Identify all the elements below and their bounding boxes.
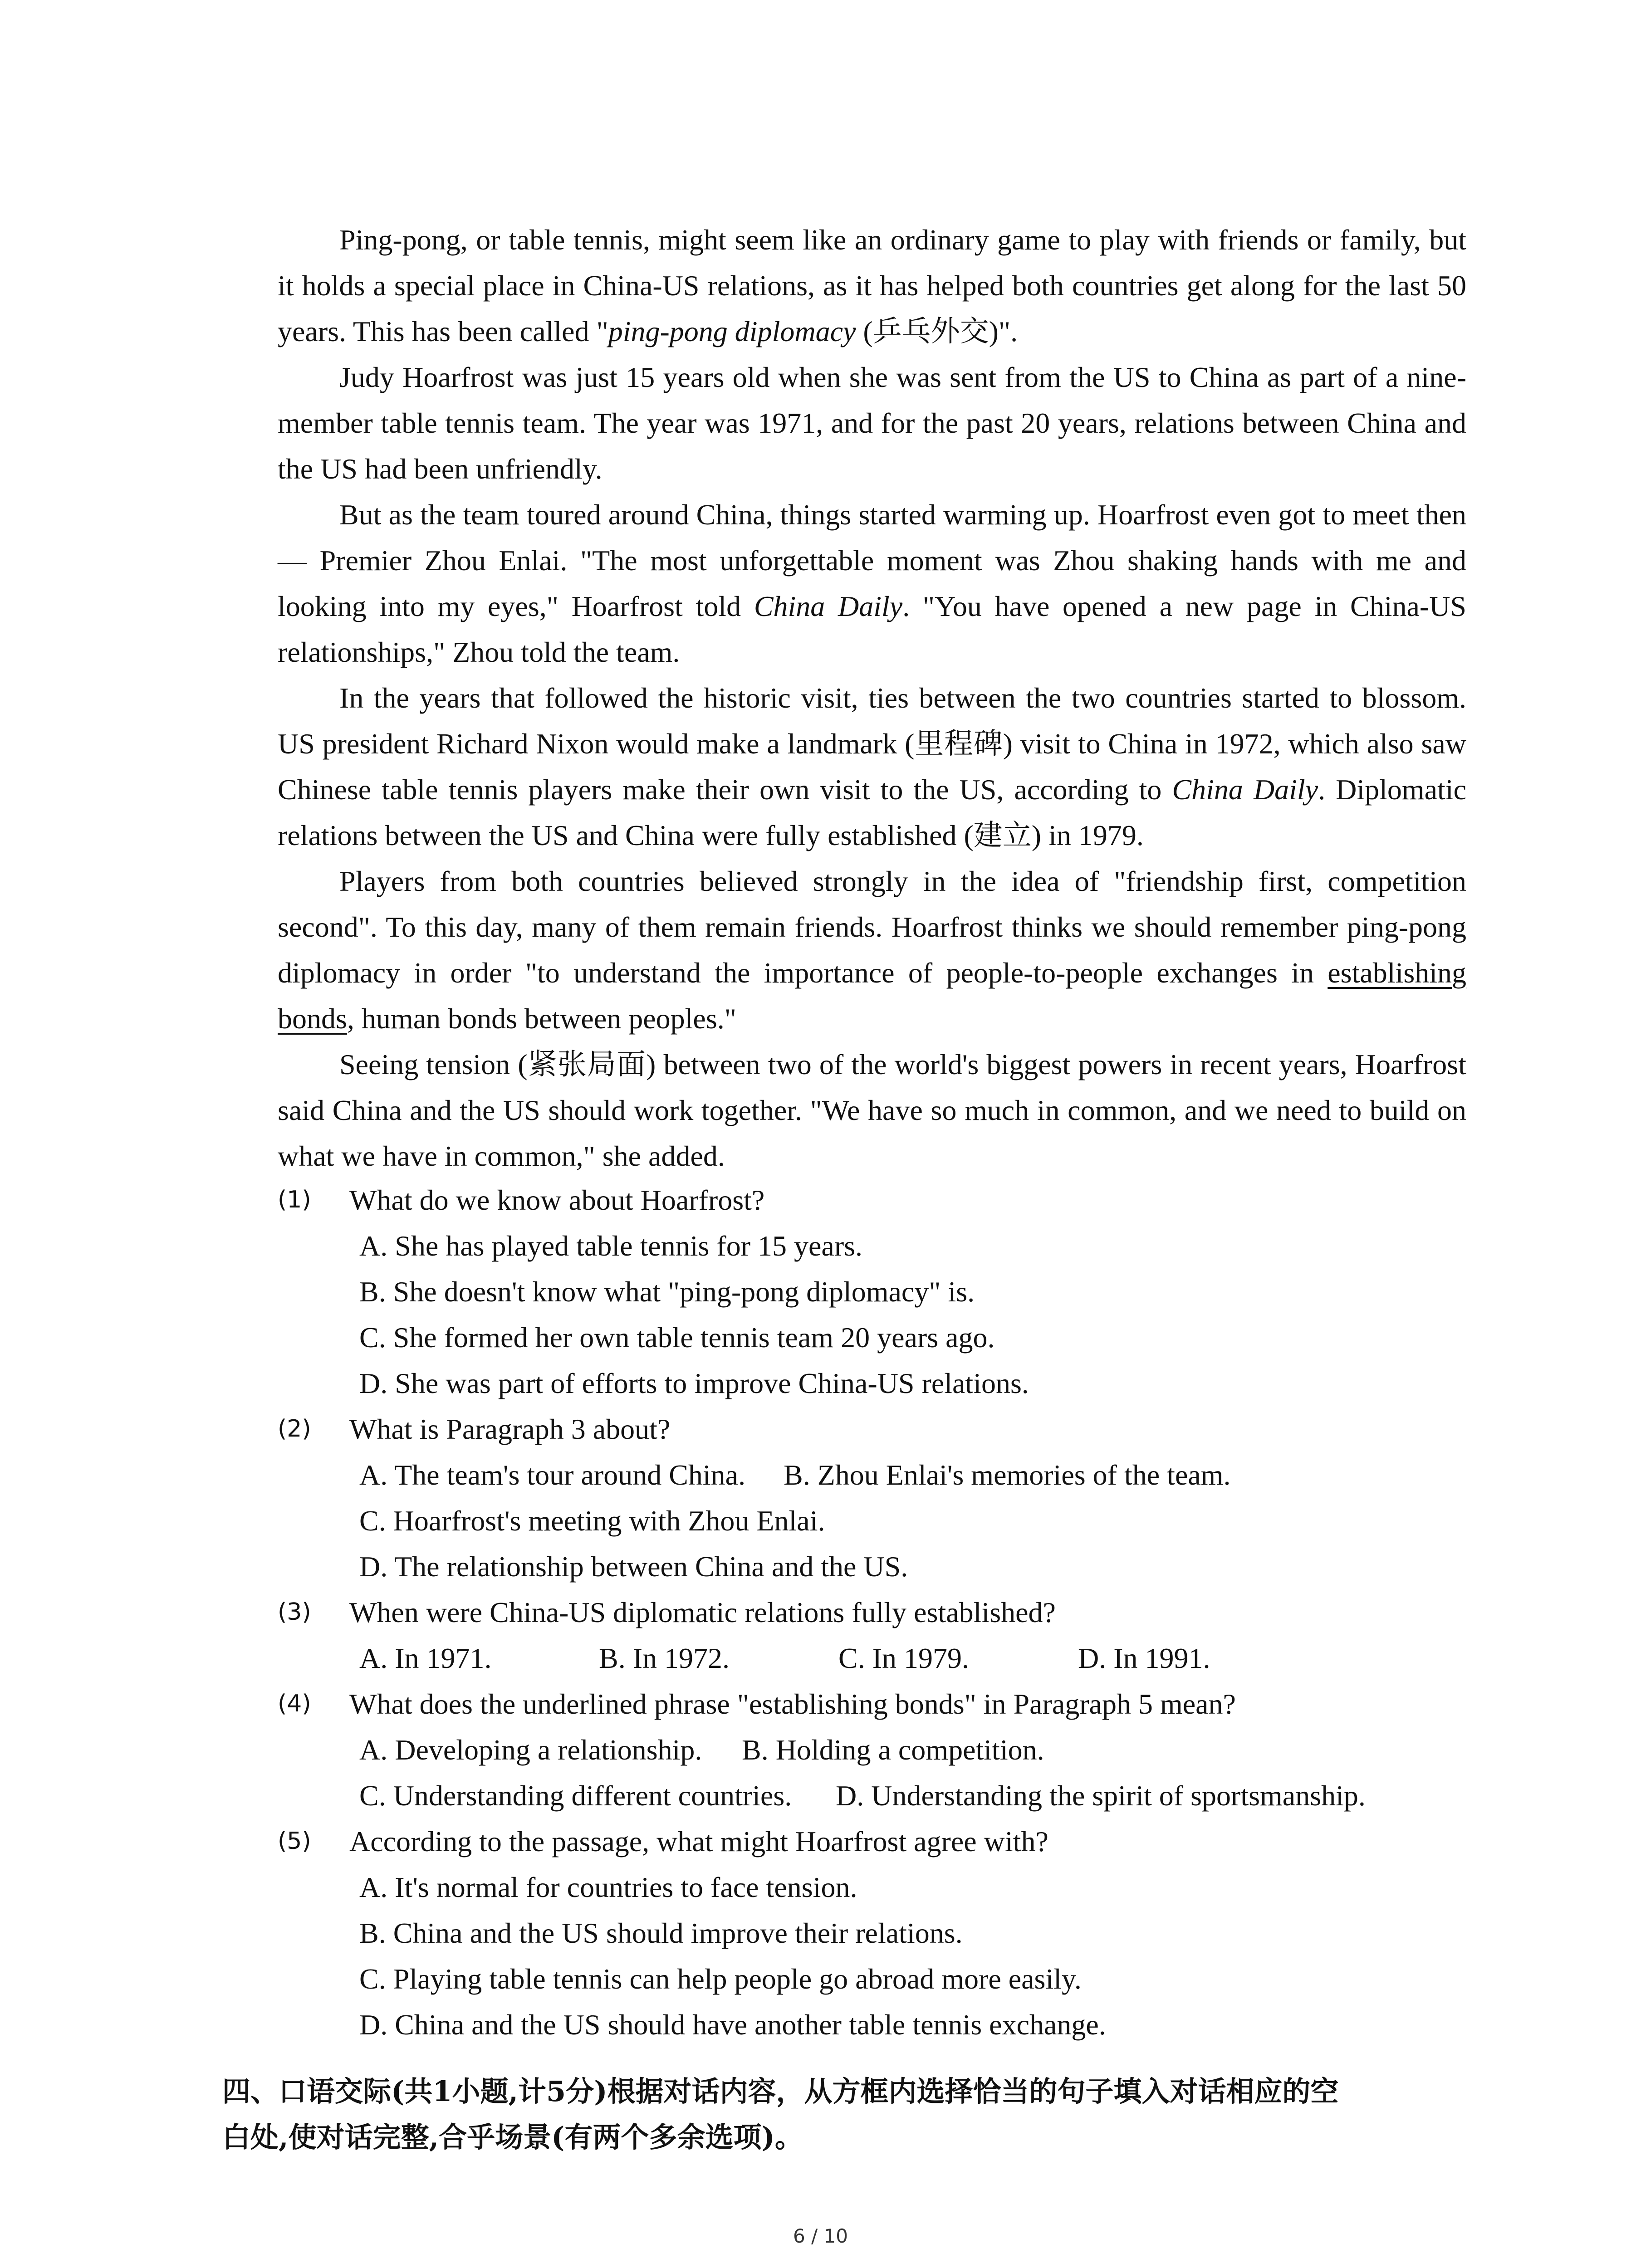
option-c: C. Hoarfrost's meeting with Zhou Enlai. bbox=[359, 1505, 825, 1537]
option-row bbox=[359, 1635, 1210, 1681]
option-list bbox=[359, 1452, 1231, 1589]
option-row bbox=[359, 1452, 1231, 1498]
question-stem: When were China-US diplomatic relations fully established? bbox=[349, 1596, 1056, 1628]
paragraph-6: Seeing tension (紧张局面) between two of the world's biggest powers in recent years, Hoarfrost said China and the US should work together. "We have so much in common, and we need to build on what we have in common," she added. bbox=[278, 1048, 1466, 1172]
option-d: D. In 1991. bbox=[1078, 1642, 1210, 1674]
option-c: C. She formed her own table tennis team 20 years ago. bbox=[359, 1321, 995, 1354]
question-number: (5) bbox=[278, 1828, 311, 1855]
paragraph-4: In the years that followed the historic visit, ties between the two countries started to blossom. US president Richard Nixon would make a landmark (里程碑) visit to China in 1972, which also saw Chinese table tennis players make their own visit to the US, according to China Daily. Diplomatic relations between the US and China were fully established (建立) in 1979. bbox=[278, 682, 1467, 851]
option-list bbox=[359, 1727, 1366, 1818]
option-d: D. The relationship between China and the US. bbox=[359, 1550, 908, 1583]
option-d: D. She was part of efforts to improve China-US relations. bbox=[359, 1367, 1029, 1399]
paragraph-5: Players from both countries believed strongly in the idea of "friendship first, competition second". To this day, many of them remain friends. Hoarfrost thinks we should remember ping-pong diplomacy in order "to understand the importance of people-to-people exchanges in establishing bonds, human bonds between peoples." bbox=[278, 865, 1466, 1035]
option-row bbox=[359, 1773, 1366, 1818]
option-a: A. She has played table tennis for 15 years. bbox=[359, 1230, 863, 1262]
option-b: B. In 1972. bbox=[599, 1642, 730, 1674]
option-b: B. She doesn't know what "ping-pong diplomacy" is. bbox=[359, 1276, 975, 1308]
option-c: C. Understanding different countries. bbox=[359, 1779, 792, 1812]
option-d: D. Understanding the spirit of sportsmanship. bbox=[836, 1779, 1366, 1812]
question-stem: What do we know about Hoarfrost? bbox=[349, 1184, 765, 1216]
option-b: B. Holding a competition. bbox=[742, 1734, 1044, 1766]
option-c: C. Playing table tennis can help people go abroad more easily. bbox=[359, 1963, 1082, 1995]
option-a: A. In 1971. bbox=[359, 1642, 492, 1674]
section-heading-line-1: 四、口语交际(共1小题,计5分)根据对话内容，从方框内选择恰当的句子填入对话相应的空 bbox=[222, 2075, 1339, 2108]
paragraph-2: Judy Hoarfrost was just 15 years old when she was sent from the US to China as part of a nine-member table tennis team. The year was 1971, and for the past 20 years, relations between China and the US had been unfriendly. bbox=[278, 361, 1466, 485]
option-c: C. In 1979. bbox=[838, 1642, 969, 1674]
section-heading-line-2: 白处,使对话完整,合乎场景(有两个多余选项)。 bbox=[222, 2121, 803, 2154]
question-number: (3) bbox=[278, 1598, 311, 1626]
option-list bbox=[359, 1864, 1106, 2048]
option-a: A. It's normal for countries to face tension. bbox=[359, 1871, 857, 1903]
reading-passage bbox=[278, 217, 1466, 1179]
question-number: (2) bbox=[278, 1415, 311, 1442]
option-d: D. China and the US should have another table tennis exchange. bbox=[359, 2009, 1106, 2041]
paragraph-3: But as the team toured around China, things started warming up. Hoarfrost even got to meet then — Premier Zhou Enlai. "The most unforgettable moment was Zhou shaking hands with me and looking into my eyes," Hoarfrost told China Daily. "You have opened a new page in China-US relationships," Zhou told the team. bbox=[278, 499, 1467, 668]
section-heading bbox=[222, 2068, 1447, 2160]
option-list bbox=[359, 1223, 1029, 1406]
option-b: B. Zhou Enlai's memories of the team. bbox=[784, 1459, 1231, 1491]
question-number: (4) bbox=[278, 1690, 311, 1717]
option-row bbox=[359, 1727, 1366, 1773]
option-list bbox=[359, 1635, 1210, 1681]
paragraph-1: Ping-pong, or table tennis, might seem like an ordinary game to play with friends or family, but it holds a special place in China-US relations, as it has helped both countries get along for the last 50 years. This has been called "ping-pong diplomacy (乒乓外交)". bbox=[278, 224, 1466, 347]
option-a: A. The team's tour around China. bbox=[359, 1459, 746, 1491]
page-number: 6 / 10 bbox=[793, 2225, 848, 2247]
option-b: B. China and the US should improve their relations. bbox=[359, 1917, 963, 1949]
underlined-phrase: establishing bonds bbox=[278, 957, 1466, 1035]
question-stem: According to the passage, what might Hoarfrost agree with? bbox=[349, 1825, 1048, 1857]
question-stem: What does the underlined phrase "establishing bonds" in Paragraph 5 mean? bbox=[349, 1688, 1236, 1720]
question-number: (1) bbox=[278, 1186, 311, 1213]
option-a: A. Developing a relationship. bbox=[359, 1734, 702, 1766]
question-stem: What is Paragraph 3 about? bbox=[349, 1413, 671, 1445]
